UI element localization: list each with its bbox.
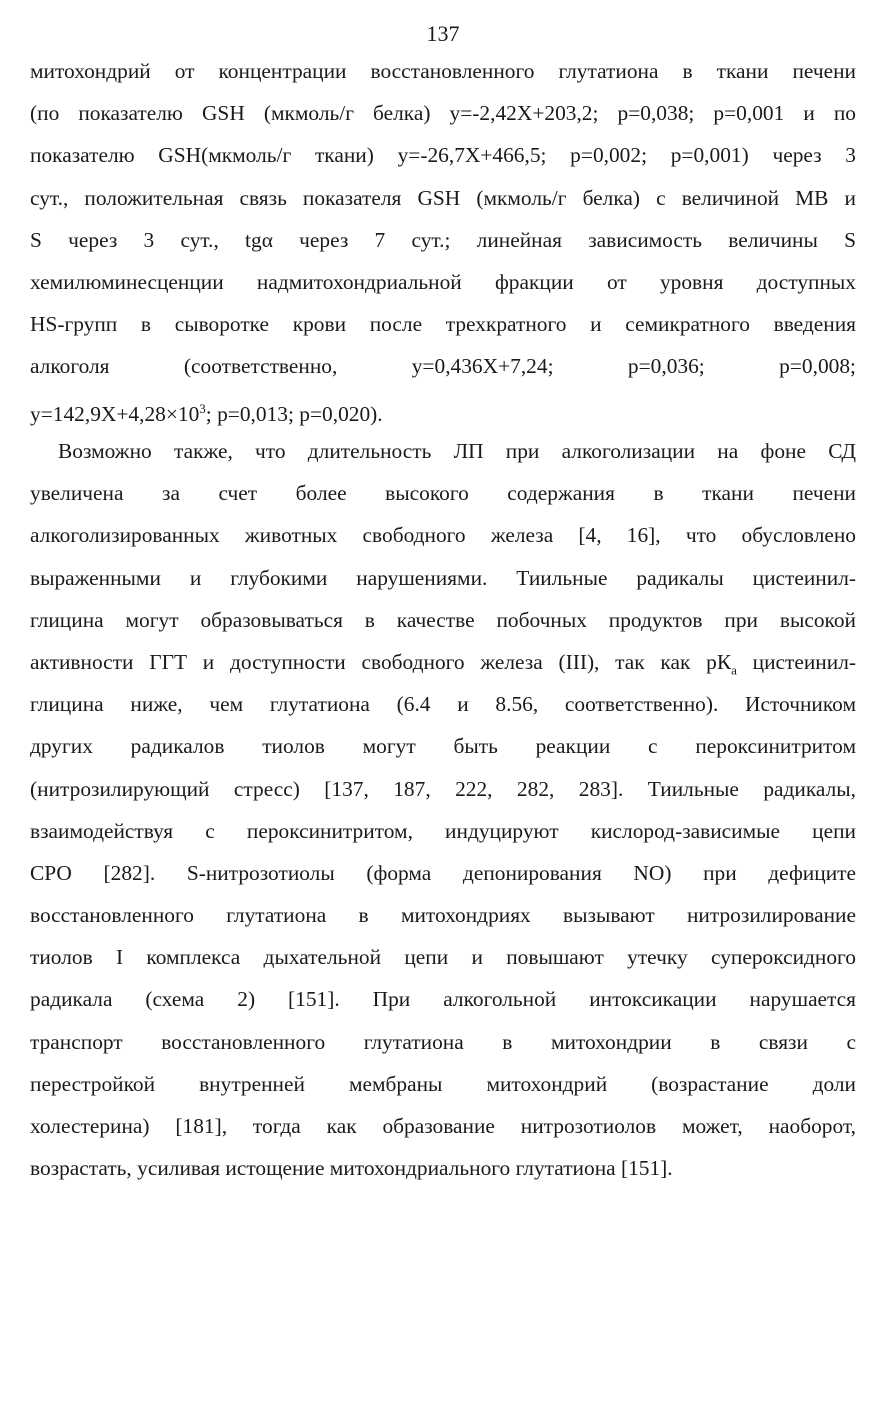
pka-text: активности ГГТ и доступности свободного железа (III), так как рК <box>30 649 732 674</box>
paragraph-1 <box>30 50 856 430</box>
text-line: взаимодействуя с пероксинитритом, индуцируют кислород-зависимые цепи <box>30 818 856 843</box>
text-line: выраженными и глубокими нарушениями. Тиильные радикалы цистеинил- <box>30 565 856 590</box>
paragraph-2 <box>30 430 856 1189</box>
text-line: S через 3 сут., tgα через 7 сут.; линейная зависимость величины S <box>30 227 856 252</box>
text-line: хемилюминесценции надмитохондриальной фракции от уровня доступных <box>30 269 856 294</box>
text-line: глицина ниже, чем глутатиона (6.4 и 8.56, соответственно). Источником <box>30 692 856 717</box>
page-number: 137 <box>426 21 460 46</box>
text-line: транспорт восстановленного глутатиона в митохондрии в связи с <box>30 1029 856 1054</box>
text-line: холестерина) [181], тогда как образование нитрозотиолов может, наоборот, <box>30 1114 856 1138</box>
equation-text: у=142,9Х+4,28×10 <box>30 401 200 426</box>
text-line: глицина могут образовываться в качестве побочных продуктов при высокой <box>30 607 856 632</box>
text-line: алкоголизированных животных свободного железа [4, 16], что обусловлено <box>30 523 856 548</box>
text-line: увеличена за счет более высокого содержания в ткани печени <box>30 481 856 506</box>
text-line: СРО [282]. S-нитрозотиолы (форма депонирования NO) при дефиците <box>30 860 856 885</box>
text-line: сут., положительная связь показателя GSH (мкмоль/г белка) с величиной MB и <box>30 185 856 210</box>
text-line: показателю GSH(мкмоль/г ткани) у=-26,7Х+466,5; р=0,002; р=0,001) через 3 <box>30 143 856 168</box>
text-line: HS-групп в сыворотке крови после трехкратного и семикратного введения <box>30 312 856 337</box>
text-line: (нитрозилирующий стресс) [137, 187, 222, 282, 283]. Тиильные радикалы, <box>30 776 856 801</box>
text-line: возрастать, усиливая истощение митохондриального глутатиона [151]. <box>30 1156 673 1181</box>
exponent: 3 <box>199 400 206 416</box>
text-line: Возможно также, что длительность ЛП при алкоголизации на фоне СД <box>58 439 856 463</box>
text-line: других радикалов тиолов могут быть реакции с пероксинитритом <box>30 734 856 759</box>
text-line-pka <box>30 641 856 683</box>
text-line: восстановленного глутатиона в митохондриях вызывают нитрозилирование <box>30 903 856 928</box>
pka-tail: цистеинил- <box>736 649 856 674</box>
text-line-equation <box>30 388 856 430</box>
text-line: (по показателю GSH (мкмоль/г белка) у=-2,42Х+203,2; р=0,038; р=0,001 и по <box>30 101 856 126</box>
text-line: радикала (схема 2) [151]. При алкогольной интоксикации нарушается <box>30 987 856 1012</box>
text-line: алкоголя (соответственно, у=0,436Х+7,24; р=0,036; р=0,008; <box>30 354 856 379</box>
text-line: перестройкой внутренней мембраны митохондрий (возрастание доли <box>30 1071 856 1096</box>
text-line: тиолов I комплекса дыхательной цепи и повышают утечку супероксидного <box>30 945 856 970</box>
subscript: а <box>731 662 737 678</box>
text-line: митохондрий от концентрации восстановленного глутатиона в ткани печени <box>30 59 856 83</box>
equation-tail: ; р=0,013; р=0,020). <box>205 401 383 426</box>
